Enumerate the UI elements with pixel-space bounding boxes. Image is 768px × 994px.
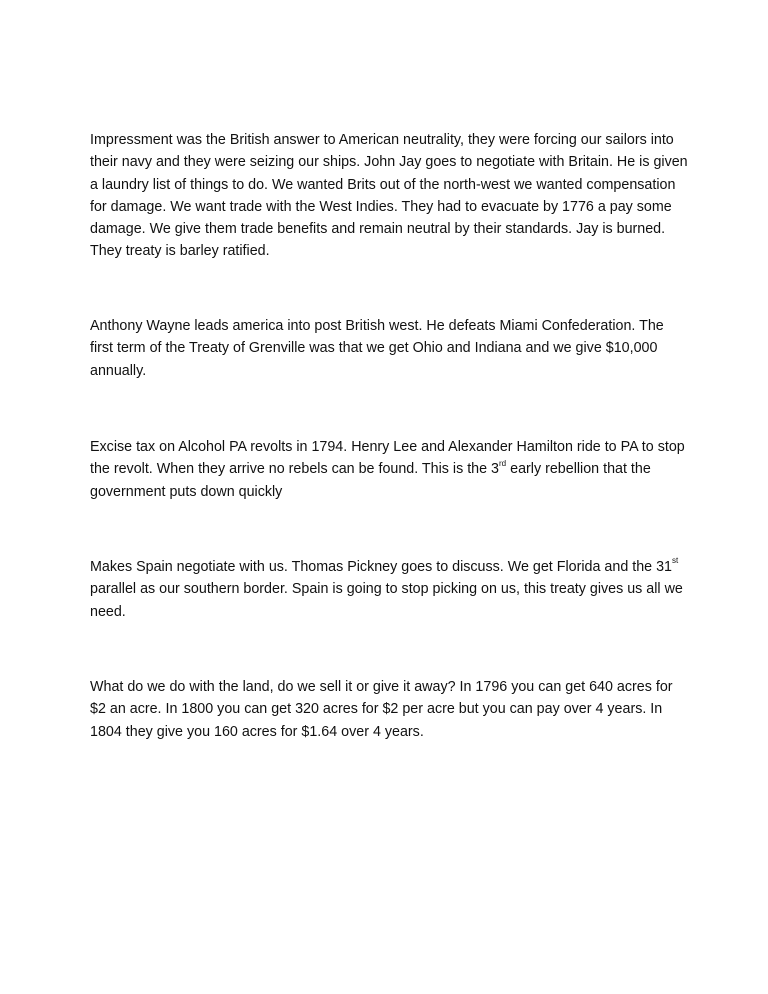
paragraph-treaty-of-grenville: Anthony Wayne leads america into post British west. He defeats Miami Confederation. The first term of the Treaty of Grenville was that we get Ohio and Indiana and we give $10,000 annually.: [90, 318, 664, 379]
paragraph-whiskey-rebellion: [90, 436, 690, 503]
paragraph-text-segment: Excise tax on Alcohol PA revolts in 1794. Henry Lee and Alexander Hamilton ride to PA to stop the revolt. When they arrive no rebels can be found. This is the 3: [90, 439, 685, 478]
paragraph-pinckney-treaty: [90, 556, 690, 623]
paragraph-text-segment: early rebellion that the government puts down quickly: [90, 461, 651, 500]
paragraph-land-ordinance: What do we do with the land, do we sell it or give it away? In 1796 you can get 640 acres for $2 an acre. In 1800 you can get 320 acres for $2 per acre but you can pay over 4 years. In 1804 they give you 160 acres for $1.64 over 4 years.: [90, 679, 673, 740]
paragraph-text-segment: Makes Spain negotiate with us. Thomas Pickney goes to discuss. We get Florida and the 31: [90, 559, 672, 575]
superscript-ordinal: st: [672, 556, 679, 566]
paragraph-text-segment: parallel as our southern border. Spain is going to stop picking on us, this treaty gives us all we need.: [90, 581, 683, 620]
superscript-ordinal: rd: [499, 458, 507, 468]
paragraph-jay-treaty: Impressment was the British answer to American neutrality, they were forcing our sailors into their navy and they were seizing our ships. John Jay goes to negotiate with Britain. He is given a laundry list of things to do. We wanted Brits out of the north-west we wanted compensation for damage. We want trade with the West Indies. They had to evacuate by 1776 a pay some damage. We give them trade benefits and remain neutral by their standards. Jay is burned. They treaty is barley ratified.: [90, 132, 688, 260]
